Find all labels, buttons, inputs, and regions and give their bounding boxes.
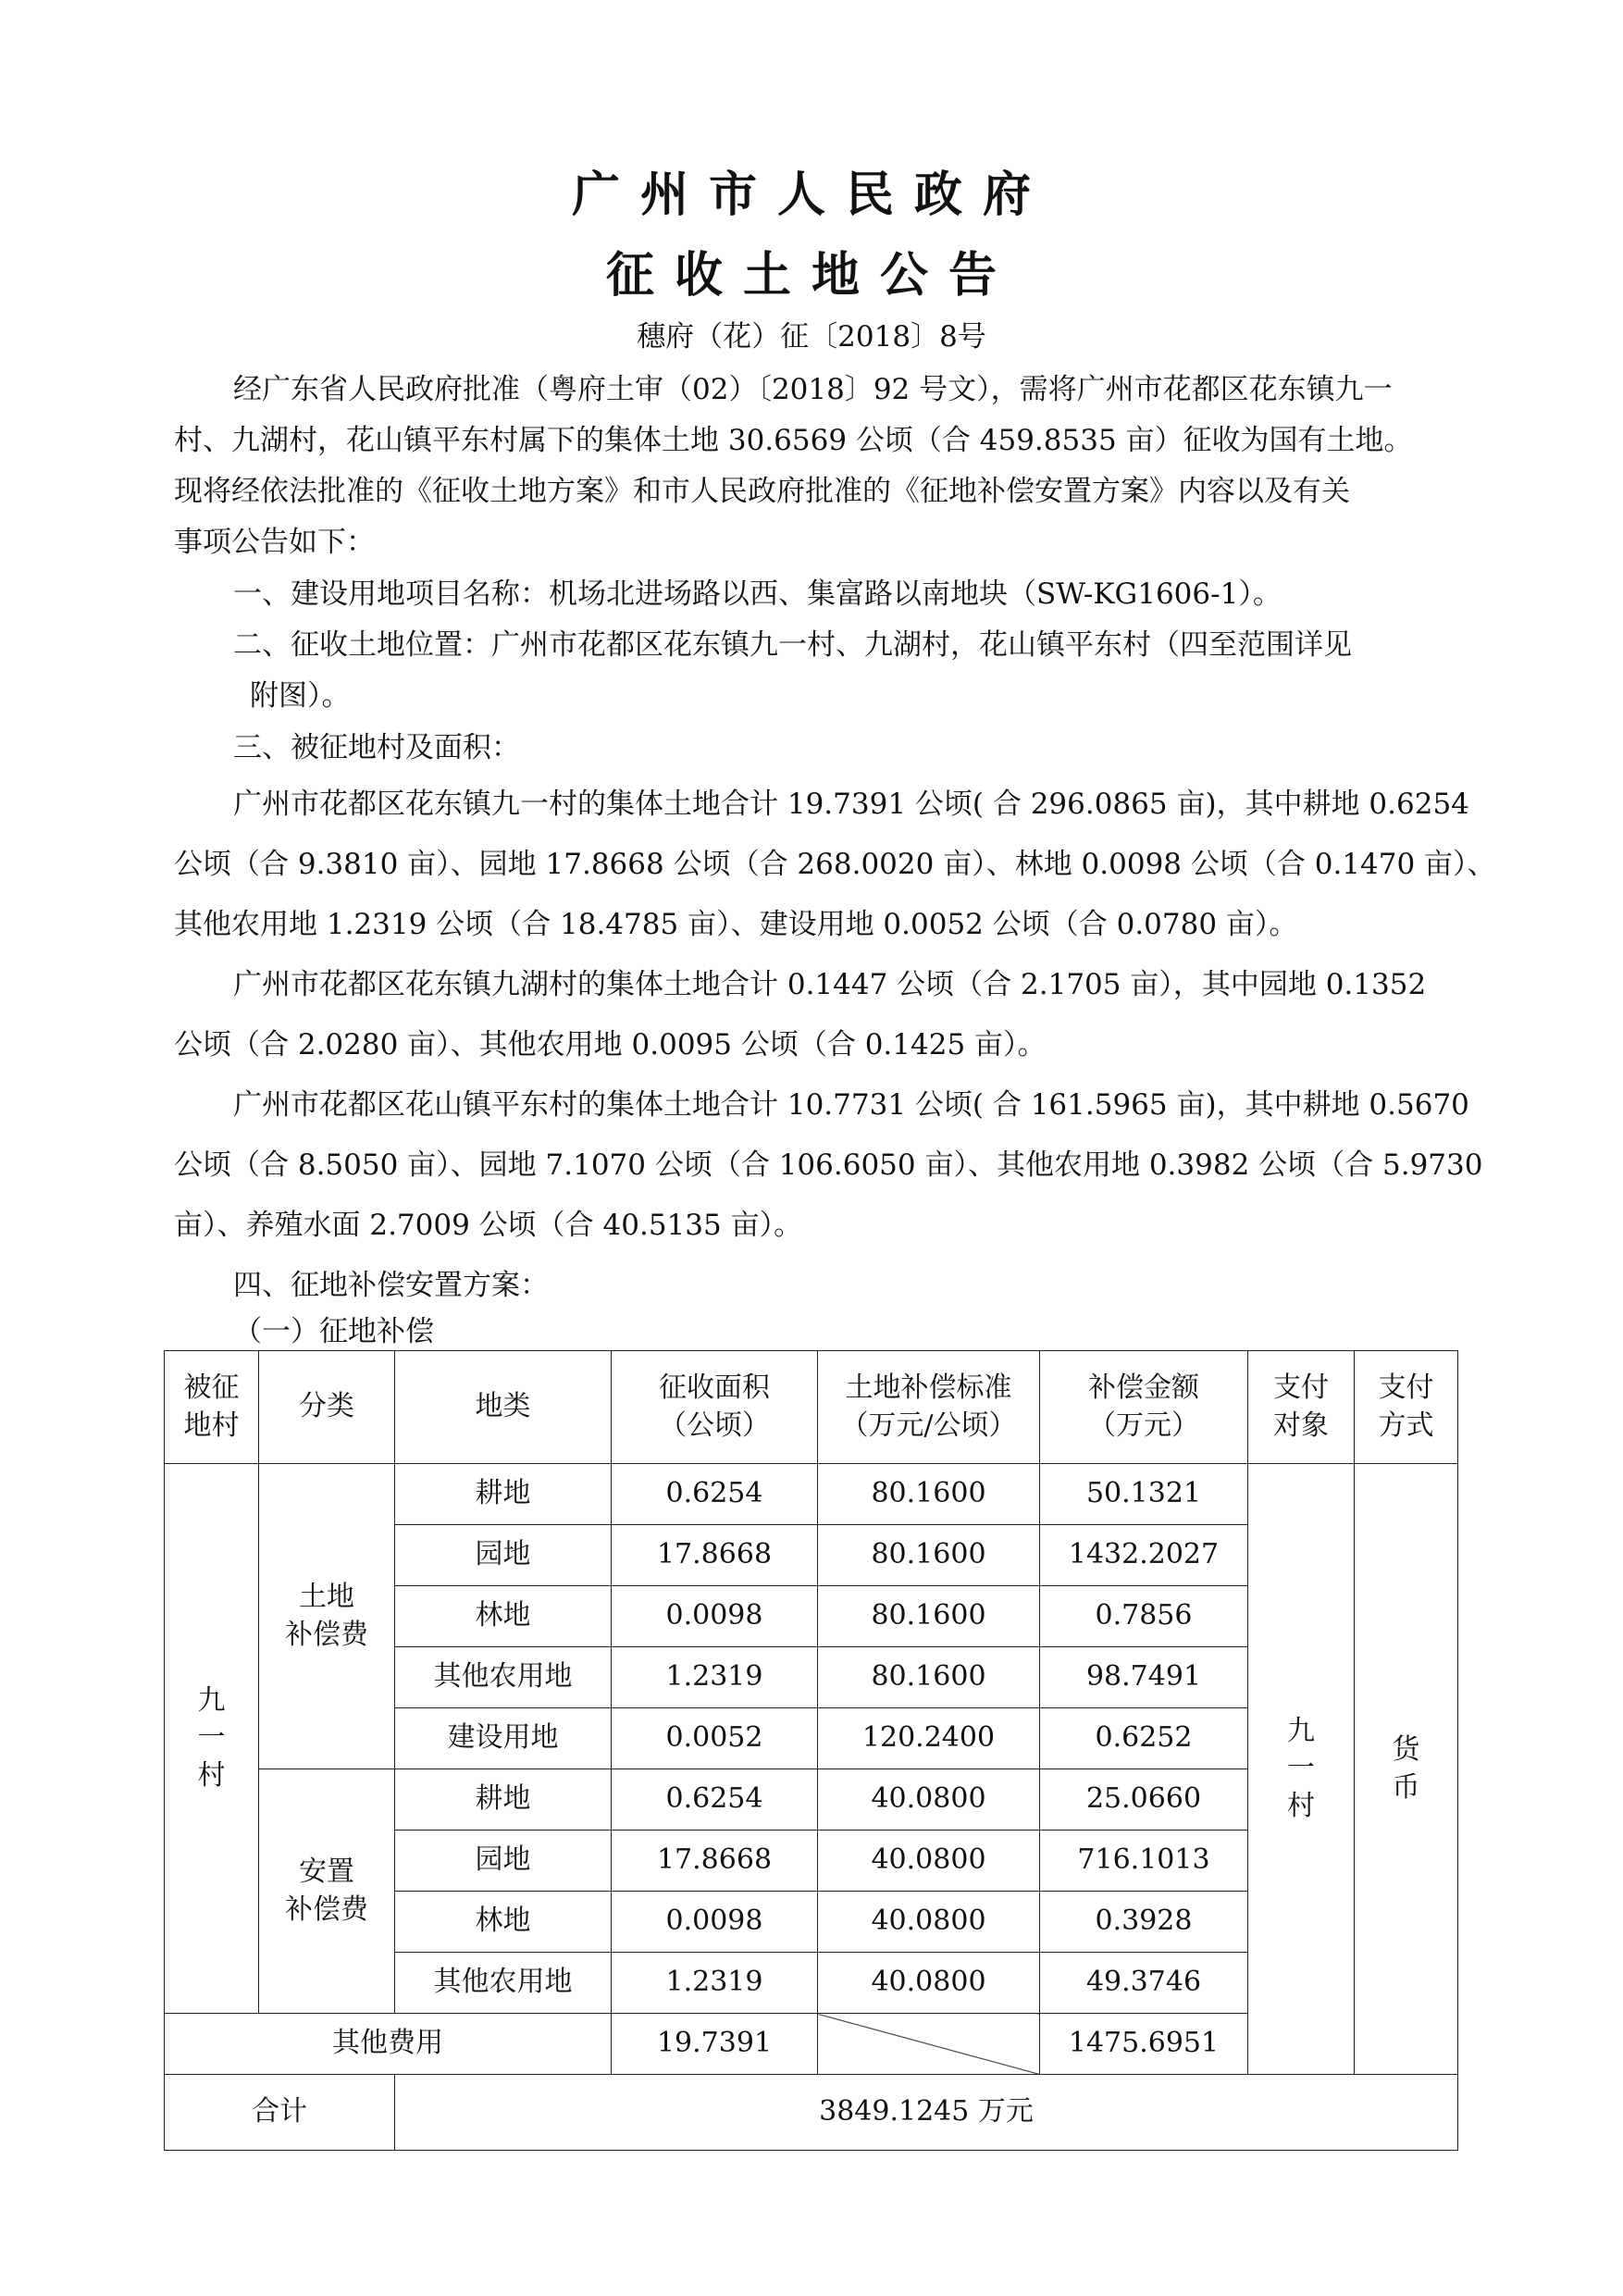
intro-line-3: 现将经依法批准的《征收土地方案》和市人民政府批准的《征地补偿安置方案》内容以及有关 — [174, 475, 1350, 508]
resettlement-compensation-group: 安置 补偿费 — [259, 1769, 395, 2014]
page-title-line2: 征收土地公告 — [605, 248, 1017, 304]
standard-cell: 80.1600 — [818, 1586, 1040, 1647]
area-cell: 0.6254 — [612, 1769, 818, 1831]
standard-cell: 40.0800 — [818, 1953, 1040, 2014]
document-number: 穗府（花）征〔2018〕8号 — [637, 320, 986, 354]
area-cell: 0.0098 — [612, 1586, 818, 1647]
village-2-line-1: 广州市花都区花东镇九湖村的集体土地合计 0.1447 公顷（合 2.1705 亩），其中园地 0.1352 — [233, 968, 1427, 1001]
area-cell: 17.8668 — [612, 1831, 818, 1892]
amount-cell: 1432.2027 — [1040, 1525, 1248, 1586]
area-cell: 0.0098 — [612, 1892, 818, 1953]
total-row — [165, 2075, 1458, 2151]
land-type-cell: 耕地 — [395, 1769, 612, 1831]
intro-line-2: 村、九湖村，花山镇平东村属下的集体土地 30.6569 公顷（合 459.8535 亩）征收为国有土地。 — [174, 424, 1413, 457]
header-land-type: 地类 — [395, 1351, 612, 1464]
standard-cell: 40.0800 — [818, 1892, 1040, 1953]
intro-line-4: 事项公告如下： — [174, 526, 375, 559]
other-fees-label: 其他费用 — [165, 2014, 612, 2075]
village-1-line-1: 广州市花都区花东镇九一村的集体土地合计 19.7391 公顷( 合 296.0865 亩)，其中耕地 0.6254 — [233, 788, 1469, 821]
amount-cell: 50.1321 — [1040, 1464, 1248, 1525]
village-2-line-2: 公顷（合 2.0280 亩）、其他农用地 0.0095 公顷（合 0.1425 亩）。 — [174, 1028, 1047, 1061]
land-type-cell: 其他农用地 — [395, 1953, 612, 2014]
amount-cell: 98.7491 — [1040, 1647, 1248, 1708]
other-fees-amount: 1475.6951 — [1040, 2014, 1248, 2075]
header-village: 被征 地村 — [165, 1351, 259, 1464]
table-header-row — [165, 1351, 1458, 1464]
village-1-line-2: 公顷（合 9.3810 亩）、园地 17.8668 公顷（合 268.0020 亩）、林地 0.0098 公顷（合 0.1470 亩）、 — [174, 848, 1496, 881]
amount-cell: 25.0660 — [1040, 1769, 1248, 1831]
pay-method-cell: 货 币 — [1355, 1464, 1458, 2075]
diagonal-empty-cell — [818, 2014, 1040, 2075]
area-cell: 0.6254 — [612, 1464, 818, 1525]
section-4-1-heading: （一）征地补偿 — [233, 1315, 434, 1348]
standard-cell: 80.1600 — [818, 1525, 1040, 1586]
amount-cell: 49.3746 — [1040, 1953, 1248, 2014]
standard-cell: 120.2400 — [818, 1708, 1040, 1769]
other-fees-area: 19.7391 — [612, 2014, 818, 2075]
amount-cell: 0.3928 — [1040, 1892, 1248, 1953]
standard-cell: 80.1600 — [818, 1464, 1040, 1525]
land-type-cell: 耕地 — [395, 1464, 612, 1525]
land-type-cell: 林地 — [395, 1892, 612, 1953]
village-3-line-2: 公顷（合 8.5050 亩）、园地 7.1070 公顷（合 106.6050 亩）、其他农用地 0.3982 公顷（合 5.9730 — [174, 1148, 1483, 1182]
section-4-heading: 四、征地补偿安置方案： — [233, 1269, 549, 1302]
total-value: 3849.1245 万元 — [395, 2075, 1458, 2151]
village-3-line-1: 广州市花都区花山镇平东村的集体土地合计 10.7731 公顷( 合 161.5965 亩)，其中耕地 0.5670 — [233, 1088, 1469, 1122]
area-cell: 0.0052 — [612, 1708, 818, 1769]
land-type-cell: 园地 — [395, 1525, 612, 1586]
table-row — [165, 1464, 1458, 1525]
header-pay-method: 支付 方式 — [1355, 1351, 1458, 1464]
land-type-cell: 建设用地 — [395, 1708, 612, 1769]
amount-cell: 0.7856 — [1040, 1586, 1248, 1647]
standard-cell: 80.1600 — [818, 1647, 1040, 1708]
village-name-cell: 九 一 村 — [165, 1464, 259, 2014]
header-category: 分类 — [259, 1351, 395, 1464]
amount-cell: 0.6252 — [1040, 1708, 1248, 1769]
header-pay-target: 支付 对象 — [1248, 1351, 1355, 1464]
section-3-heading: 三、被征地村及面积： — [233, 731, 520, 764]
total-label: 合计 — [165, 2075, 395, 2151]
page-title-line1: 广州市人民政府 — [571, 168, 1051, 223]
area-cell: 1.2319 — [612, 1953, 818, 2014]
pay-target-cell: 九 一 村 — [1248, 1464, 1355, 2075]
header-amount: 补偿金额 （万元） — [1040, 1351, 1248, 1464]
standard-cell: 40.0800 — [818, 1769, 1040, 1831]
village-3-line-3: 亩）、养殖水面 2.7009 公顷（合 40.5135 亩）。 — [174, 1209, 803, 1242]
area-cell: 1.2319 — [612, 1647, 818, 1708]
land-type-cell: 其他农用地 — [395, 1647, 612, 1708]
section-2-location-line-2: 附图）。 — [250, 679, 351, 713]
land-type-cell: 园地 — [395, 1831, 612, 1892]
amount-cell: 716.1013 — [1040, 1831, 1248, 1892]
compensation-table — [164, 1350, 1458, 2151]
section-2-location-line-1: 二、征收土地位置：广州市花都区花东镇九一村、九湖村，花山镇平东村（四至范围详见 — [233, 628, 1352, 662]
standard-cell: 40.0800 — [818, 1831, 1040, 1892]
village-1-line-3: 其他农用地 1.2319 公顷（合 18.4785 亩）、建设用地 0.0052 公顷（合 0.0780 亩）。 — [174, 908, 1298, 941]
header-standard: 土地补偿标准 （万元/公顷） — [818, 1351, 1040, 1464]
land-type-cell: 林地 — [395, 1586, 612, 1647]
intro-line-1: 经广东省人民政府批准（粤府土审（02）〔2018〕92 号文），需将广州市花都区花东镇九一 — [233, 373, 1393, 406]
land-compensation-group: 土地 补偿费 — [259, 1464, 395, 1769]
section-1-project-name: 一、建设用地项目名称：机场北进场路以西、集富路以南地块（SW-KG1606-1）。 — [233, 577, 1282, 611]
header-area: 征收面积 （公顷） — [612, 1351, 818, 1464]
area-cell: 17.8668 — [612, 1525, 818, 1586]
